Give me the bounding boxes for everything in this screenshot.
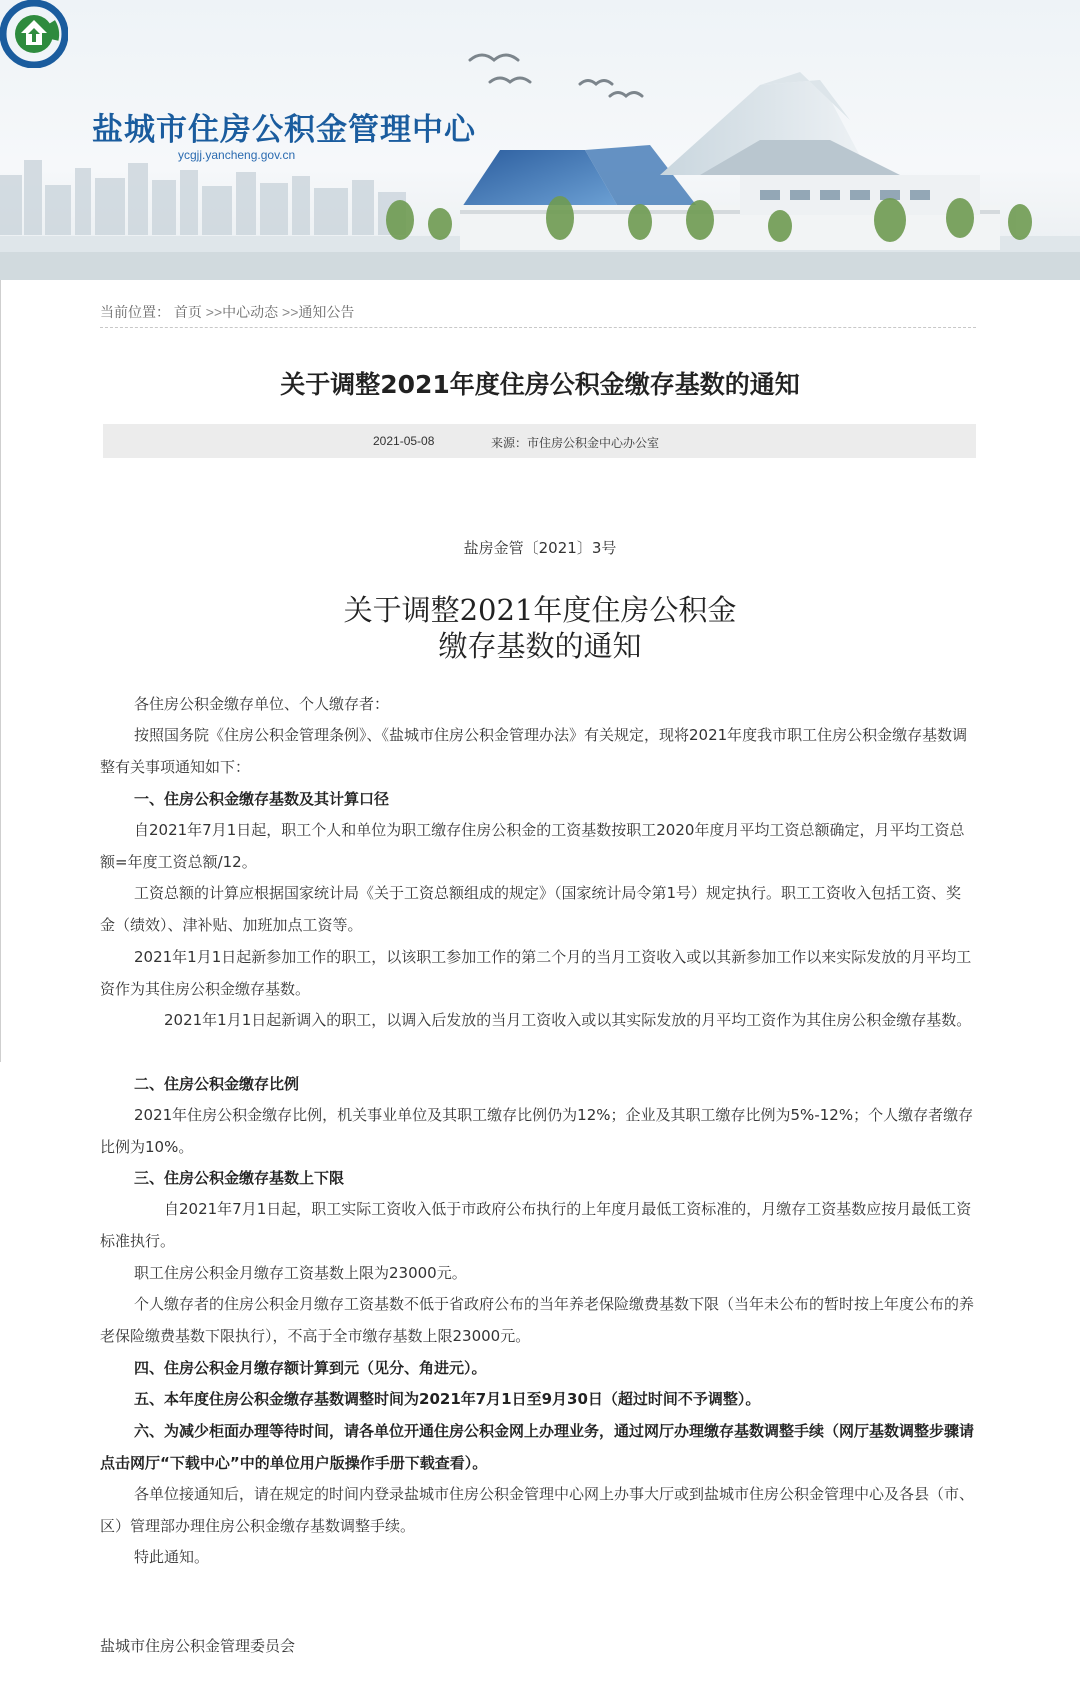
paragraph: 自2021年7月1日起，职工个人和单位为职工缴存住房公积金的工资基数按职工2020年度月平均工资总额确定，月平均工资总额=年度工资总额/12。	[100, 821, 965, 871]
breadcrumb-center-news[interactable]: 中心动态	[222, 304, 279, 320]
signature: 盐城市住房公积金管理委员会	[100, 1637, 296, 1655]
paragraph: 职工住房公积金月缴存工资基数上限为23000元。	[134, 1264, 467, 1282]
document-title-line2: 缴存基数的通知	[438, 629, 642, 663]
breadcrumb-divider	[100, 327, 976, 328]
paragraph: 自2021年7月1日起，职工实际工资收入低于市政府公布执行的上年度月最低工资标准的，月缴存工资基数应按月最低工资标准执行。	[100, 1200, 972, 1250]
section-heading-6: 六、为减少柜面办理等待时间，请各单位开通住房公积金网上办理业务，通过网厅办理缴存基数调整手续（网厅基数调整步骤请点击网厅“下载中心”中的单位用户版操作手册下载查看）。	[100, 1422, 975, 1472]
paragraph: 工资总额的计算应根据国家统计局《关于工资总额组成的规定》（国家统计局令第1号）规定执行。职工工资收入包括工资、奖金（绩效）、津补贴、加班加点工资等。	[100, 884, 962, 934]
closing: 特此通知。	[134, 1548, 210, 1566]
paragraph: 个人缴存者的住房公积金月缴存工资基数不低于省政府公布的当年养老保险缴费基数下限（当年未公布的暂时按上年度公布的养老保险缴费基数下限执行），不高于全市缴存基数上限23000元。	[100, 1295, 975, 1345]
paragraph: 2021年住房公积金缴存比例，机关事业单位及其职工缴存比例仍为12%；企业及其职工缴存比例为5%-12%；个人缴存者缴存比例为10%。	[100, 1106, 974, 1156]
breadcrumb	[100, 302, 354, 322]
document-title	[0, 592, 1080, 664]
site-title: 盐城市住房公积金管理中心	[92, 112, 476, 148]
paragraph: 2021年1月1日起新参加工作的职工，以该职工参加工作的第二个月的当月工资收入或以其新参加工作以来实际发放的月平均工资作为其住房公积金缴存基数。	[100, 948, 972, 998]
site-url[interactable]: ycgjj.yancheng.gov.cn	[178, 148, 296, 162]
site-banner	[0, 0, 1080, 280]
paragraph: 各单位接通知后，请在规定的时间内登录盐城市住房公积金管理中心网上办事大厅或到盐城市住房公积金管理中心及各县（市、区）管理部办理住房公积金缴存基数调整手续。	[100, 1485, 975, 1535]
section-heading-2: 二、住房公积金缴存比例	[134, 1075, 300, 1093]
article-meta-bar	[103, 424, 976, 458]
section-heading-1: 一、住房公积金缴存基数及其计算口径	[134, 790, 390, 808]
breadcrumb-separator: >>	[282, 304, 299, 320]
section-heading-4: 四、住房公积金月缴存额计算到元（见分、角进元）。	[134, 1359, 487, 1377]
salutation: 各住房公积金缴存单位、个人缴存者：	[134, 695, 390, 713]
paragraph-intro: 按照国务院《住房公积金管理条例》、《盐城市住房公积金管理办法》有关规定，现将2021年度我市职工住房公积金缴存基数调整有关事项通知如下：	[100, 726, 968, 776]
breadcrumb-notices[interactable]: 通知公告	[298, 304, 355, 320]
breadcrumb-home[interactable]: 首页	[173, 304, 202, 320]
breadcrumb-label: 当前位置：	[100, 304, 170, 320]
section-heading-3: 三、住房公积金缴存基数上下限	[134, 1169, 345, 1187]
article-date: 2021-05-08	[373, 434, 435, 448]
breadcrumb-separator: >>	[205, 304, 223, 320]
article-title: 关于调整2021年度住房公积金缴存基数的通知	[280, 370, 800, 399]
document-number: 盐房金管〔2021〕3号	[463, 539, 617, 557]
paragraph: 2021年1月1日起新调入的职工，以调入后发放的当月工资收入或以其实际发放的月平均工资作为其住房公积金缴存基数。	[164, 1011, 972, 1029]
section-heading-5: 五、本年度住房公积金缴存基数调整时间为2021年7月1日至9月30日（超过时间不予调整）。	[134, 1390, 761, 1408]
document-title-line1: 关于调整2021年度住房公积金	[343, 593, 737, 627]
article-source: 来源：市住房公积金中心办公室	[491, 436, 660, 450]
house-arrow-logo-icon	[0, 0, 68, 68]
